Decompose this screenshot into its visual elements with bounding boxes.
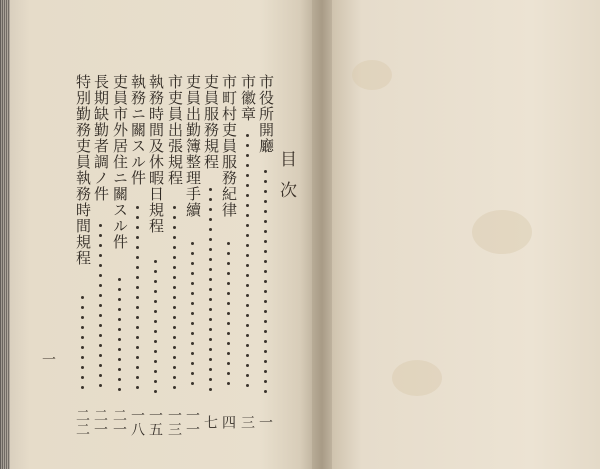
leader-dot	[118, 338, 121, 341]
leader-dot	[227, 352, 230, 355]
toc-entry-page-number: 二一	[92, 408, 108, 436]
page-edges	[0, 0, 10, 469]
leader-dot	[227, 302, 230, 305]
leader-dot	[264, 180, 267, 183]
leader-dot	[264, 280, 267, 283]
age-stain	[392, 360, 442, 396]
leader-dot	[118, 288, 121, 291]
leader-dot	[191, 242, 194, 245]
leader-dot	[227, 322, 230, 325]
leader-dot	[191, 322, 194, 325]
leader-dot	[118, 278, 121, 281]
toc-entry	[220, 74, 238, 446]
leader-dots	[243, 74, 253, 446]
leader-dot	[81, 356, 84, 359]
leader-dot	[154, 390, 157, 393]
leader-dot	[264, 300, 267, 303]
leader-dot	[246, 204, 249, 207]
leader-dot	[227, 362, 230, 365]
leader-dot	[173, 306, 176, 309]
leader-dot	[81, 336, 84, 339]
leader-dot	[99, 304, 102, 307]
toc-entry-page-number: 二二	[74, 408, 90, 436]
leader-dot	[173, 336, 176, 339]
leader-dot	[154, 300, 157, 303]
toc-entry-page-number: 二一	[111, 408, 127, 436]
leader-dot	[173, 296, 176, 299]
leader-dot	[173, 326, 176, 329]
leader-dot	[136, 316, 139, 319]
leader-dot	[81, 316, 84, 319]
leader-dot	[264, 310, 267, 313]
leader-dot	[246, 144, 249, 147]
toc-entry-title: 市町村吏員服務紀律	[220, 74, 238, 218]
leader-dot	[209, 318, 212, 321]
leader-dot	[209, 228, 212, 231]
leader-dot	[191, 262, 194, 265]
toc-entry	[184, 74, 202, 446]
leader-dot	[99, 224, 102, 227]
toc-entry-page-number: 三	[239, 415, 255, 429]
leader-dot	[264, 230, 267, 233]
leader-dot	[246, 254, 249, 257]
leader-dot	[136, 206, 139, 209]
leader-dot	[173, 376, 176, 379]
leader-dot	[154, 380, 157, 383]
leader-dot	[136, 336, 139, 339]
leader-dot	[173, 286, 176, 289]
leader-dot	[227, 312, 230, 315]
leader-dots	[96, 74, 106, 446]
leader-dot	[173, 226, 176, 229]
leader-dot	[209, 278, 212, 281]
toc-entry-page-number: 七	[202, 415, 218, 429]
leader-dot	[118, 388, 121, 391]
leader-dot	[227, 252, 230, 255]
leader-dot	[99, 244, 102, 247]
leader-dot	[136, 376, 139, 379]
leader-dot	[154, 350, 157, 353]
leader-dot	[246, 174, 249, 177]
leader-dot	[246, 134, 249, 137]
leader-dot	[264, 350, 267, 353]
leader-dot	[136, 326, 139, 329]
leader-dots	[133, 74, 143, 446]
leader-dot	[264, 250, 267, 253]
leader-dot	[136, 366, 139, 369]
leader-dots	[188, 74, 198, 446]
leader-dot	[209, 308, 212, 311]
leader-dot	[81, 376, 84, 379]
leader-dot	[99, 314, 102, 317]
leader-dot	[209, 218, 212, 221]
leader-dots	[261, 74, 271, 446]
leader-dot	[99, 354, 102, 357]
leader-dot	[264, 190, 267, 193]
leader-dot	[173, 266, 176, 269]
leader-dot	[209, 378, 212, 381]
leader-dot	[227, 382, 230, 385]
right-page	[332, 0, 600, 469]
leader-dot	[81, 346, 84, 349]
leader-dot	[227, 292, 230, 295]
leader-dot	[209, 238, 212, 241]
leader-dot	[246, 214, 249, 217]
leader-dot	[264, 390, 267, 393]
leader-dot	[209, 348, 212, 351]
leader-dot	[246, 314, 249, 317]
leader-dot	[191, 382, 194, 385]
toc-entry	[74, 74, 92, 446]
leader-dot	[246, 294, 249, 297]
leader-dot	[246, 304, 249, 307]
leader-dot	[264, 220, 267, 223]
leader-dot	[99, 284, 102, 287]
leader-dot	[136, 296, 139, 299]
leader-dot	[264, 260, 267, 263]
toc-entry	[239, 74, 257, 446]
toc-entry-page-number: 一三	[166, 408, 182, 436]
leader-dot	[209, 268, 212, 271]
leader-dot	[264, 330, 267, 333]
leader-dot	[191, 352, 194, 355]
leader-dot	[246, 324, 249, 327]
leader-dot	[209, 198, 212, 201]
leader-dot	[246, 374, 249, 377]
leader-dots	[151, 74, 161, 446]
toc-entry-title: 特別勤務吏員執務時間規程	[74, 74, 92, 266]
book-gutter	[312, 0, 334, 469]
leader-dot	[246, 334, 249, 337]
leader-dot	[209, 208, 212, 211]
leader-dot	[246, 154, 249, 157]
leader-dot	[191, 372, 194, 375]
leader-dot	[227, 262, 230, 265]
leader-dot	[264, 320, 267, 323]
leader-dots	[224, 74, 234, 446]
leader-dot	[264, 340, 267, 343]
leader-dot	[264, 200, 267, 203]
toc-entry	[257, 74, 275, 446]
leader-dot	[246, 184, 249, 187]
leader-dot	[209, 368, 212, 371]
leader-dot	[118, 328, 121, 331]
leader-dot	[246, 384, 249, 387]
leader-dot	[118, 358, 121, 361]
toc-entry-title: 吏員服務規程	[202, 74, 220, 170]
leader-dot	[227, 272, 230, 275]
leader-dots	[78, 74, 88, 446]
leader-dot	[118, 348, 121, 351]
leader-dot	[264, 290, 267, 293]
leader-dot	[136, 286, 139, 289]
leader-dot	[173, 346, 176, 349]
leader-dot	[154, 360, 157, 363]
leader-dot	[136, 216, 139, 219]
toc-entry	[147, 74, 165, 446]
leader-dot	[191, 252, 194, 255]
leader-dot	[227, 342, 230, 345]
leader-dot	[136, 226, 139, 229]
leader-dot	[99, 234, 102, 237]
leader-dot	[173, 236, 176, 239]
age-stain	[352, 60, 392, 90]
leader-dot	[173, 206, 176, 209]
leader-dot	[227, 242, 230, 245]
toc-entry	[92, 74, 110, 446]
leader-dot	[209, 248, 212, 251]
leader-dot	[136, 256, 139, 259]
leader-dot	[264, 170, 267, 173]
leader-dot	[246, 264, 249, 267]
leader-dot	[209, 358, 212, 361]
leader-dot	[81, 326, 84, 329]
leader-dot	[99, 294, 102, 297]
leader-dot	[136, 386, 139, 389]
toc-entry-title: 市吏員出張規程	[166, 74, 184, 186]
toc-entry-page-number: 四	[220, 415, 236, 429]
leader-dot	[173, 386, 176, 389]
leader-dot	[136, 246, 139, 249]
toc-entry-title: 長期缺勤者調ノ件	[92, 74, 110, 202]
leader-dot	[191, 332, 194, 335]
leader-dot	[154, 280, 157, 283]
leader-dot	[246, 164, 249, 167]
leader-dot	[154, 340, 157, 343]
leader-dot	[99, 334, 102, 337]
leader-dot	[99, 374, 102, 377]
leader-dot	[264, 210, 267, 213]
leader-dot	[191, 342, 194, 345]
leader-dot	[209, 298, 212, 301]
leader-dot	[246, 234, 249, 237]
leader-dot	[136, 346, 139, 349]
leader-dot	[81, 386, 84, 389]
leader-dot	[99, 264, 102, 267]
toc-entry-page-number: 一一	[184, 408, 200, 436]
leader-dot	[136, 356, 139, 359]
leader-dot	[209, 288, 212, 291]
leader-dot	[264, 240, 267, 243]
toc-entry-page-number: 一八	[129, 408, 145, 436]
leader-dot	[264, 380, 267, 383]
toc-entry	[129, 74, 147, 446]
leader-dots	[170, 74, 180, 446]
leader-dot	[246, 354, 249, 357]
leader-dot	[246, 364, 249, 367]
leader-dot	[118, 308, 121, 311]
toc-entry-page-number: 一五	[147, 408, 163, 436]
toc-entry-title: 市役所開廳	[257, 74, 275, 154]
leader-dot	[264, 270, 267, 273]
page-folio: 一	[40, 352, 56, 366]
leader-dot	[154, 260, 157, 263]
leader-dot	[136, 236, 139, 239]
leader-dot	[136, 266, 139, 269]
leader-dot	[81, 306, 84, 309]
leader-dot	[173, 316, 176, 319]
leader-dot	[209, 328, 212, 331]
toc-entry	[202, 74, 220, 446]
leader-dot	[154, 320, 157, 323]
leader-dot	[227, 282, 230, 285]
toc-entry	[111, 74, 129, 446]
leader-dot	[173, 246, 176, 249]
leader-dot	[118, 318, 121, 321]
leader-dot	[246, 244, 249, 247]
leader-dot	[136, 276, 139, 279]
leader-dot	[173, 356, 176, 359]
leader-dot	[191, 292, 194, 295]
leader-dot	[154, 270, 157, 273]
leader-dot	[99, 274, 102, 277]
leader-dot	[118, 298, 121, 301]
toc-entry-page-number: 一	[257, 415, 273, 429]
leader-dot	[246, 284, 249, 287]
toc-entry	[166, 74, 184, 446]
leader-dot	[227, 332, 230, 335]
leader-dot	[191, 272, 194, 275]
toc-entry-title: 吏員出勤簿整理手續	[184, 74, 202, 218]
leader-dot	[99, 364, 102, 367]
leader-dot	[246, 224, 249, 227]
leader-dot	[209, 188, 212, 191]
leader-dot	[191, 362, 194, 365]
leader-dot	[99, 254, 102, 257]
leader-dot	[118, 378, 121, 381]
leader-dot	[264, 370, 267, 373]
leader-dot	[191, 302, 194, 305]
leader-dot	[173, 276, 176, 279]
leader-dot	[246, 194, 249, 197]
leader-dot	[154, 310, 157, 313]
leader-dot	[81, 296, 84, 299]
leader-dot	[191, 282, 194, 285]
toc-title: 目次	[276, 150, 296, 212]
leader-dot	[209, 338, 212, 341]
leader-dot	[173, 216, 176, 219]
age-stain	[472, 210, 532, 254]
leader-dot	[246, 344, 249, 347]
leader-dot	[81, 366, 84, 369]
toc-entry-title: 市徽章	[239, 74, 257, 122]
leader-dot	[191, 312, 194, 315]
leader-dots	[115, 74, 125, 446]
leader-dot	[99, 324, 102, 327]
leader-dot	[154, 330, 157, 333]
leader-dot	[209, 388, 212, 391]
leader-dot	[227, 372, 230, 375]
leader-dot	[209, 258, 212, 261]
toc-entry-title: 吏員市外居住ニ關スル件	[111, 74, 129, 250]
leader-dots	[206, 74, 216, 446]
leader-dot	[154, 290, 157, 293]
leader-dot	[136, 306, 139, 309]
leader-dot	[154, 370, 157, 373]
leader-dot	[99, 384, 102, 387]
leader-dot	[118, 368, 121, 371]
leader-dot	[264, 360, 267, 363]
toc-entry-title: 執務時間及休暇日規程	[147, 74, 165, 234]
toc-entry-title: 執務ニ關スル件	[129, 74, 147, 186]
leader-dot	[246, 274, 249, 277]
leader-dot	[173, 256, 176, 259]
leader-dot	[173, 366, 176, 369]
leader-dot	[99, 344, 102, 347]
